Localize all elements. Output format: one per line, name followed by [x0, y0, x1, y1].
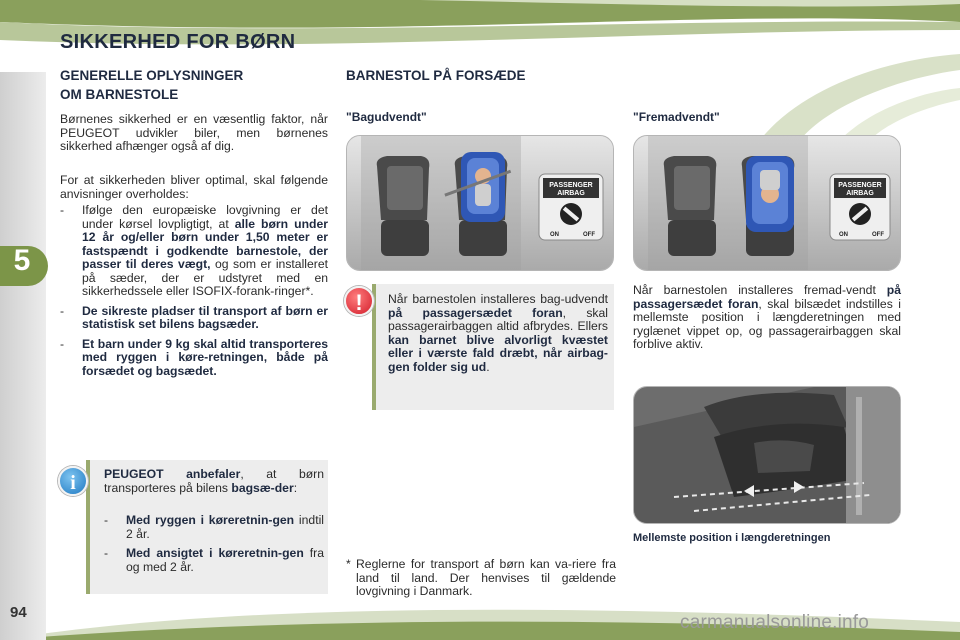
forward-facing-scene-icon [634, 136, 901, 271]
general-title-line-1: GENERELLE OPLYSNINGER [60, 68, 244, 83]
list-item-bold: alle børn under 12 år og/eller børn under 1,50 meter er fastspændt i godkendte barnestole, der passer til deres vægt, [82, 216, 328, 271]
seat-rail-scene-icon [634, 387, 901, 524]
page-title: SIKKERHED FOR BØRN [60, 31, 296, 53]
forward-facing-illustration [633, 135, 901, 271]
info-icon: i [58, 466, 88, 496]
chapter-number: 5 [13, 244, 31, 277]
info-bold: bagsæ-der [231, 480, 294, 495]
airbag-label-line-1: PASSENGER [549, 182, 593, 189]
warning-bold-1: på passagersædet foran [388, 305, 563, 320]
list-item [104, 547, 324, 574]
forward-facing-paragraph [633, 284, 901, 352]
rear-facing-label: "Bagudvendt" [346, 110, 427, 124]
info-text: , at børn transporteres på bilens [104, 467, 325, 495]
forward-text-start: Når barnestolen installeres fremad-vendt [633, 283, 887, 297]
general-intro-paragraph: Børnenes sikkerhed er en væsentlig faktor, når PEUGEOT udvikler biler, men børnenes sikkerhed afhænger også af dig. [60, 112, 328, 153]
page-number: 94 [10, 604, 27, 621]
left-margin-strip [0, 72, 46, 640]
list-item [104, 514, 324, 541]
rear-facing-illustration [346, 135, 614, 271]
airbag-on-label: ON [550, 232, 559, 238]
general-instructions-paragraph: For at sikkerheden bliver optimal, skal følgende anvisninger overholdes: [60, 173, 328, 201]
info-colon: : [293, 480, 298, 495]
forward-facing-label: "Fremadvendt" [633, 110, 720, 124]
list-dash: - [104, 546, 109, 560]
info-list [104, 514, 324, 580]
list-item [60, 338, 328, 379]
exclamation-icon: ! [344, 286, 374, 316]
airbag-label-line-2: AIRBAG [557, 190, 585, 197]
warning-box [372, 284, 614, 410]
airbag-label-line-2: AIRBAG [846, 190, 874, 197]
general-requirements-list [60, 204, 328, 384]
warning-text [388, 293, 608, 374]
forward-text-end: , skal bilsædet indstilles i mellemste position i længderetningen med ryglænet vippet op, og passagerairbaggen skal forblive aktiv. [633, 296, 901, 351]
airbag-off-label: OFF [583, 232, 595, 238]
list-item-text-end: og som er installeret på sæder, der er udstyret med en sikkerhedssele eller ISOFIX-forank-ringer*. [82, 257, 328, 298]
info-box [86, 460, 328, 594]
info-brand: PEUGEOT anbefaler [104, 467, 241, 481]
footnote-text: Reglerne for transport af børn kan va-riere fra land til land. Der henvises til gældende lovgivning i Danmark. [356, 557, 616, 598]
list-dash: - [60, 203, 65, 217]
general-section-title [60, 66, 243, 104]
seat-position-caption: Mellemste position i længderetningen [633, 532, 831, 544]
list-dash: - [104, 513, 109, 527]
warning-text-start: Når barnestolen installeres bag-udvendt [388, 292, 608, 306]
list-item-bold: Med ansigtet i køreretnin-gen [126, 546, 304, 560]
list-item-bold: Et barn under 9 kg skal altid transporteres med ryggen i køre-retningen, både på forsædet og bagsædet. [82, 336, 328, 378]
front-seat-section-title: BARNESTOL PÅ FORSÆDE [346, 68, 526, 83]
seat-position-photo [633, 386, 901, 524]
warning-text-end: . [486, 359, 490, 374]
airbag-on-label: ON [839, 232, 848, 238]
forward-text-bold: på passagersædet foran [633, 283, 901, 311]
airbag-label-line-1: PASSENGER [838, 182, 882, 189]
list-dash: - [60, 303, 65, 318]
list-item [60, 204, 328, 299]
general-title-line-2: OM BARNESTOLE [60, 87, 179, 102]
footnote-star: * [346, 557, 351, 571]
airbag-off-label: OFF [872, 232, 884, 238]
list-item-bold: Med ryggen i køreretnin-gen [126, 513, 295, 527]
list-item-text-end: indtil 2 år. [126, 513, 324, 541]
info-intro [104, 468, 324, 495]
warning-bold-2: kan barnet blive alvorligt kvæstet eller i værste fald dræbt, når airbag-gen folder sig ud [388, 332, 608, 374]
watermark: carmanualsonline.info [680, 612, 870, 633]
list-item-text-end: fra og med 2 år. [126, 546, 324, 574]
list-item [60, 305, 328, 332]
list-item-bold: De sikreste pladser til transport af børn er statistisk set bilens bagsæder. [82, 303, 328, 331]
list-dash: - [60, 336, 65, 351]
list-item-text: Ifølge den europæiske lovgivning er det under kørsel lovpligtigt, at [82, 203, 328, 231]
warning-text-mid: , skal passagerairbaggen altid afbrydes. Ellers [388, 305, 608, 333]
rear-facing-scene-icon [347, 136, 614, 271]
footnote [346, 558, 616, 599]
